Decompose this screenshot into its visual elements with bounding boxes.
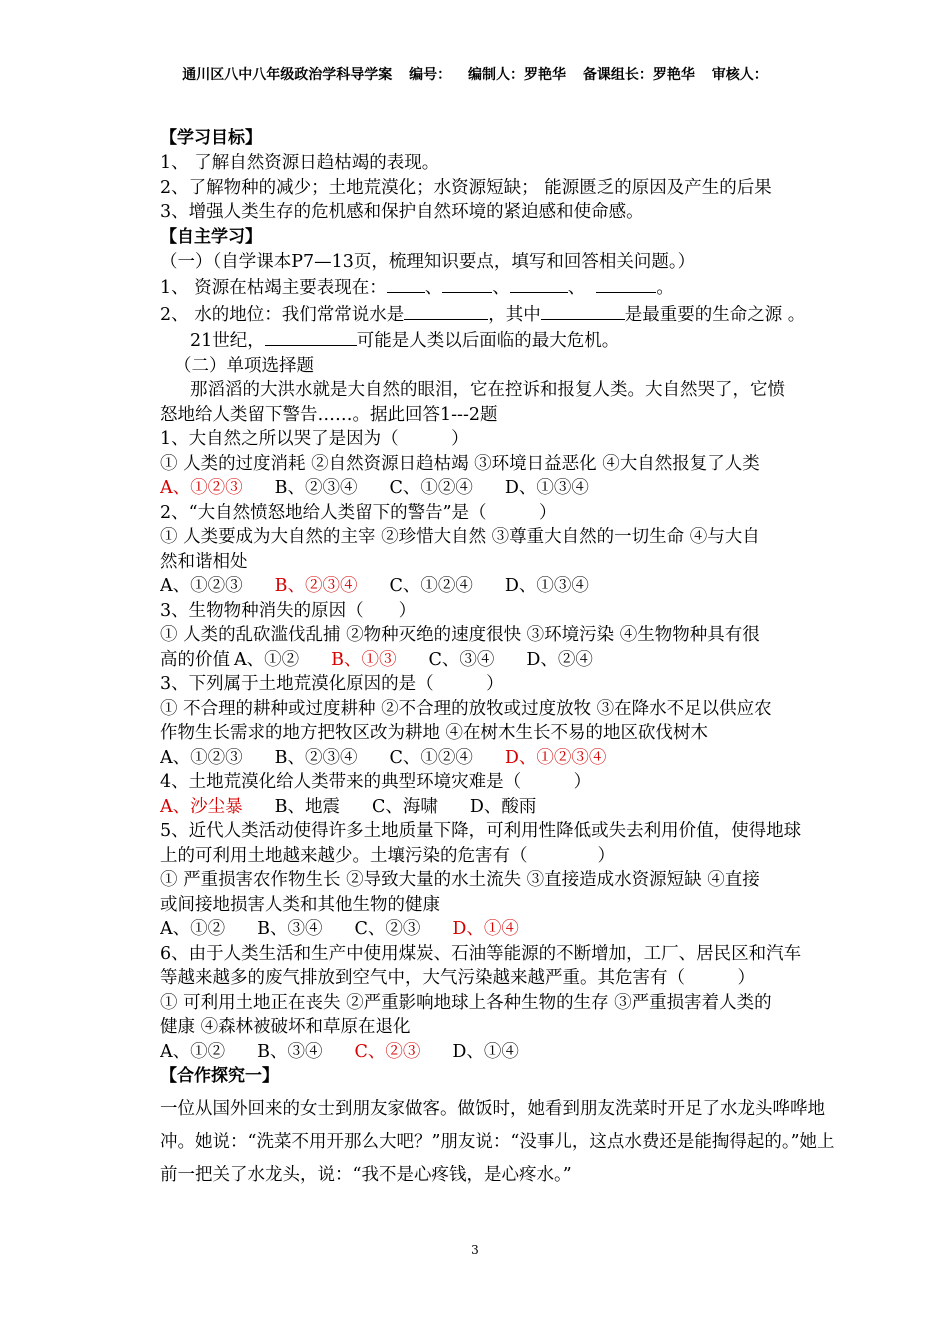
option-d[interactable]: D、①③④ <box>504 576 589 596</box>
option-a[interactable]: A、沙尘暴 <box>160 796 243 817</box>
question-items: ① 可利用土地正在丧失 ②严重影响地球上各种生物的生存 ③严重损害着人类的 <box>160 992 772 1013</box>
self-study-heading: 【自主学习】 <box>160 226 262 247</box>
question-stem: 等越来越多的废气排放到空气中，大气污染越来越严重。其危害有（ ） <box>160 968 755 988</box>
option-c[interactable]: C、海啸 <box>372 796 438 817</box>
option-c[interactable]: C、①②④ <box>389 478 473 498</box>
question-items: 健康 ④森林被破坏和草原在退化 <box>160 1017 411 1037</box>
page-number: 3 <box>471 1243 479 1257</box>
answer-blank[interactable] <box>510 274 568 293</box>
question-items: 作物生长需求的地方把牧区改为耕地 ④在树木生长不易的地区砍伐树木 <box>160 723 709 743</box>
question-items: ① 不合理的耕种或过度耕种 ②不合理的放牧或过度放牧 ③在降水不足以供应农 <box>160 698 772 719</box>
answer-blank[interactable] <box>387 274 425 293</box>
cooperative-heading: 【合作探究一】 <box>160 1066 279 1086</box>
answer-blank[interactable] <box>541 301 625 320</box>
option-b[interactable]: B、地震 <box>274 796 341 817</box>
header-editor: 编制人：罗艳华 <box>468 67 566 83</box>
question-stem: 5、近代人类活动使得许多土地质量下降，可利用性降低或失去利用价值，使得地球 <box>160 821 802 841</box>
question-items: 然和谐相处 <box>160 551 248 572</box>
mcq-intro: 怒地给人类留下警告……。据此回答1---2题 <box>160 404 498 425</box>
objectives-heading: 【学习目标】 <box>160 128 262 148</box>
question-stem: 3、下列属于土地荒漠化原因的是（ ） <box>160 674 504 694</box>
page-header <box>0 64 950 84</box>
option-d[interactable]: D、②④ <box>526 649 593 670</box>
option-d[interactable]: D、酸雨 <box>469 796 537 817</box>
options-row <box>160 795 840 820</box>
options-row <box>160 648 840 673</box>
answer-blank[interactable] <box>442 274 492 293</box>
option-d[interactable]: D、①④ <box>452 1041 519 1062</box>
mcq-intro: 那滔滔的大洪水就是大自然的眼泪，它在控诉和报复人类。大自然哭了，它愤 <box>190 380 785 400</box>
header-group-leader: 备课组长：罗艳华 <box>582 67 695 83</box>
option-a[interactable]: A、①②③ <box>160 478 243 498</box>
option-a[interactable]: A、①②③ <box>160 747 243 768</box>
option-b[interactable]: B、②③④ <box>274 478 358 498</box>
answer-blank[interactable] <box>265 327 357 346</box>
question-items: 或间接地损害人类和其他生物的健康 <box>160 894 440 915</box>
options-row <box>160 746 840 771</box>
option-a[interactable]: A、①② <box>160 1041 226 1062</box>
option-c[interactable]: C、①②④ <box>389 747 473 768</box>
option-b[interactable]: B、③④ <box>257 1041 323 1062</box>
option-d[interactable]: D、①④ <box>452 919 519 939</box>
option-a[interactable]: A、①② <box>234 649 300 670</box>
options-row <box>160 574 840 599</box>
question-items: ① 人类要成为大自然的主宰 ②珍惜大自然 ③尊重大自然的一切生命 ④与大自 <box>160 527 760 547</box>
option-b[interactable]: B、③④ <box>257 919 323 939</box>
option-c[interactable]: C、③④ <box>428 649 495 670</box>
objective-item: 3、增强人类生存的危机感和保护自然环境的紧迫感和使命感。 <box>160 202 644 222</box>
objective-item: 1、 了解自然资源日趋枯竭的表现。 <box>160 153 440 173</box>
option-c[interactable]: C、①②④ <box>389 576 473 596</box>
question-items: ① 人类的乱砍滥伐乱捕 ②物种灭绝的速度很快 ③环境污染 ④生物物种具有很 <box>160 625 760 645</box>
question-items: 高的价值 <box>160 649 230 670</box>
question-stem: 2、“大自然愤怒地给人类留下的警告”是（ ） <box>160 502 557 523</box>
cooperative-text: 一位从国外回来的女士到朋友家做客。做饭时，她看到朋友洗菜时开足了水龙头哗哗地冲。她说：“洗菜不用开那么大吧？”朋友说：“没事儿，这点水费还是能掏得起的。”她上前一把关了水龙头，说：“我不是心疼钱，是心疼水。” <box>160 1099 835 1185</box>
question-stem: 6、由于人类生活和生产中使用煤炭、石油等能源的不断增加，工厂、居民区和汽车 <box>160 943 802 964</box>
option-d[interactable]: D、①②③④ <box>504 747 607 768</box>
options-row <box>160 476 840 501</box>
fill-question-1: 1、 资源在枯竭主要表现在： 、 、 、 。 <box>160 274 840 301</box>
option-a[interactable]: A、①②③ <box>160 576 243 596</box>
question-items: ① 严重损害农作物生长 ②导致大量的水土流失 ③直接造成水资源短缺 ④直接 <box>160 870 760 890</box>
option-b[interactable]: B、②③④ <box>274 747 358 768</box>
self-study-part2: （二）单项选择题 <box>174 355 314 376</box>
fill-question-2b: 21世纪， 可能是人类以后面临的最大危机。 <box>160 327 840 354</box>
question-stem: 上的可利用土地越来越少。土壤污染的危害有（ ） <box>160 845 615 866</box>
question-stem: 1、大自然之所以哭了是因为（ ） <box>160 429 469 449</box>
option-c[interactable]: C、②③ <box>354 1041 421 1062</box>
document-body <box>160 126 840 1192</box>
self-study-part1: （一）（自学课本P7—13页，梳理知识要点，填写和回答相关问题。） <box>160 251 696 272</box>
question-stem: 4、土地荒漠化给人类带来的典型环境灾难是（ ） <box>160 772 592 792</box>
option-a[interactable]: A、①② <box>160 919 226 939</box>
answer-blank[interactable] <box>596 274 656 293</box>
option-c[interactable]: C、②③ <box>354 919 421 939</box>
question-items: ① 人类的过度消耗 ②自然资源日趋枯竭 ③环境日益恶化 ④大自然报复了人类 <box>160 453 760 474</box>
answer-blank[interactable] <box>404 301 488 320</box>
question-stem: 3、生物物种消失的原因（ ） <box>160 600 417 621</box>
header-title: 通川区八中八年级政治学科导学案 <box>182 67 393 83</box>
option-b[interactable]: B、②③④ <box>274 576 358 596</box>
header-reviewer: 审核人： <box>711 67 768 83</box>
options-row <box>160 1040 840 1065</box>
options-row <box>160 917 840 942</box>
objective-item: 2、了解物种的减少；土地荒漠化；水资源短缺； 能源匮乏的原因及产生的后果 <box>160 177 772 198</box>
fill-question-2: 2、 水的地位：我们常常说水是 ，其中 是最重要的生命之源 。 <box>160 301 840 328</box>
option-b[interactable]: B、①③ <box>331 649 397 670</box>
option-d[interactable]: D、①③④ <box>504 478 589 498</box>
header-number: 编号： <box>409 67 452 83</box>
